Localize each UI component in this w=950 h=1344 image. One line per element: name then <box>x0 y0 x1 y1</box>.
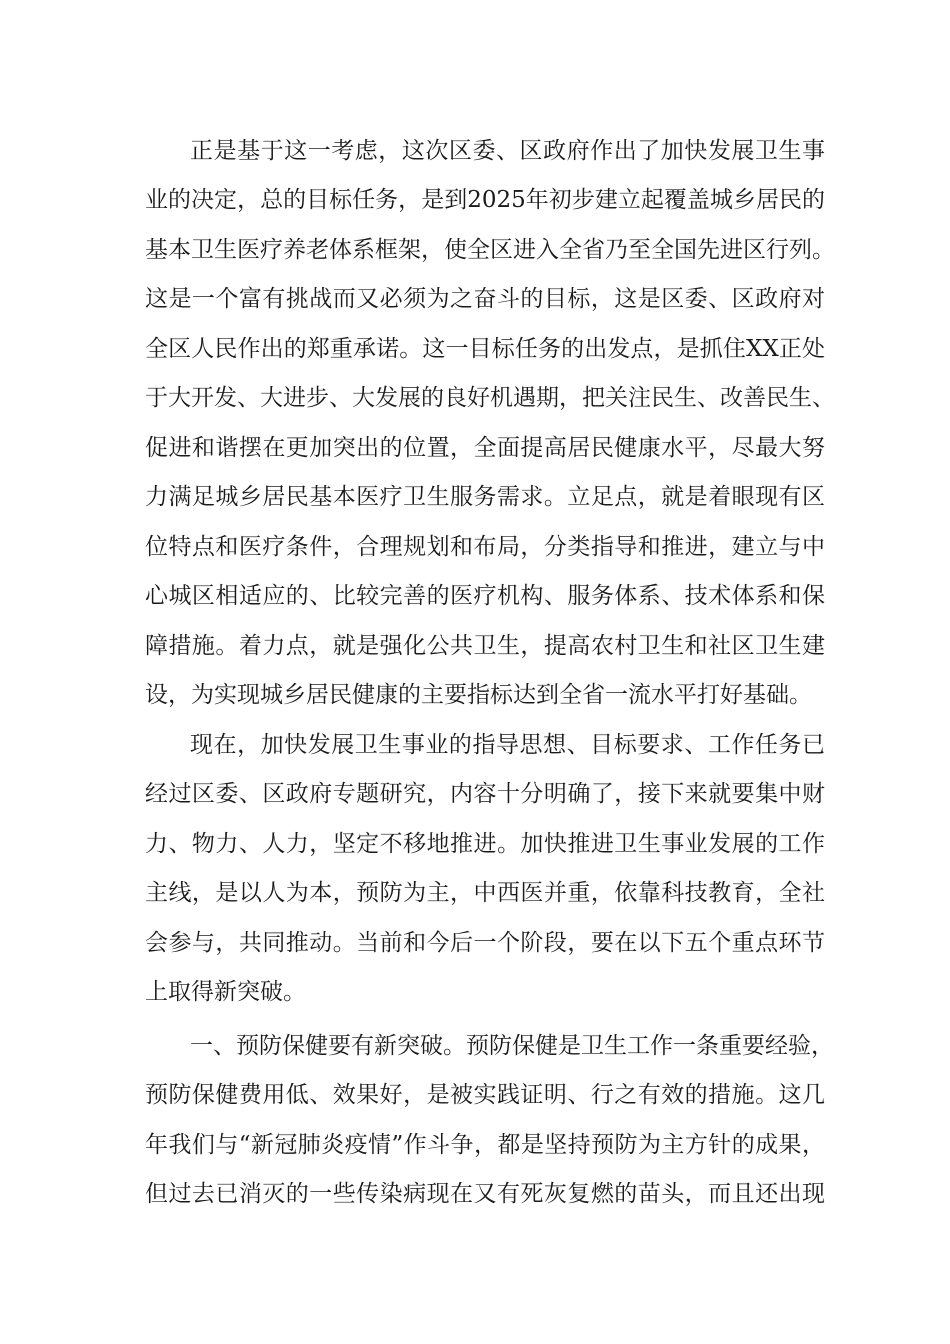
text-line: 经过区委、区政府专题研究，内容十分明确了，接下来就要集中财 <box>145 781 825 807</box>
text-line: 年我们与“新冠肺炎疫情”作斗争，都是坚持预防为主方针的成果， <box>145 1132 825 1158</box>
text-line: 障措施。着力点，就是强化公共卫生，提高农村卫生和社区卫生建 <box>145 633 825 659</box>
text-line: 一、预防保健要有新突破。预防保健是卫生工作一条重要经验， <box>190 1033 834 1059</box>
text-line: 位特点和医疗条件，合理规划和布局，分类指导和推进，建立与中 <box>145 534 825 560</box>
text-line: 心城区相适应的、比较完善的医疗机构、服务体系、技术体系和保 <box>145 583 825 609</box>
text-line: 主线，是以人为本，预防为主，中西医并重，依靠科技教育，全社 <box>145 880 825 906</box>
text-line: 这是一个富有挑战而又必须为之奋斗的目标，这是区委、区政府对 <box>145 286 825 312</box>
text-line: 力满足城乡居民基本医疗卫生服务需求。立足点，就是着眼现有区 <box>145 484 825 510</box>
text-line: 力、物力、人力，坚定不移地推进。加快推进卫生事业发展的工作 <box>145 831 825 857</box>
text-line: 全区人民作出的郑重承诺。这一目标任务的出发点，是抓住XX正处 <box>145 336 825 362</box>
text-line: 正是基于这一考虑，这次区委、区政府作出了加快发展卫生事 <box>190 138 825 164</box>
text-line: 预防保健费用低、效果好，是被实践证明、行之有效的措施。这几 <box>145 1082 825 1108</box>
text-line: 基本卫生医疗养老体系框架，使全区进入全省乃至全国先进区行列。 <box>145 237 835 263</box>
text-line: 现在，加快发展卫生事业的指导思想、目标要求、工作任务已 <box>190 732 825 758</box>
text-line: 但过去已消灭的一些传染病现在又有死灰复燃的苗头，而且还出现 <box>145 1181 825 1207</box>
text-line: 于大开发、大进步、大发展的良好机遇期，把关注民生、改善民生、 <box>145 385 835 411</box>
text-line: 业的决定，总的目标任务，是到2025年初步建立起覆盖城乡居民的 <box>145 187 825 213</box>
text-line: 设，为实现城乡居民健康的主要指标达到全省一流水平打好基础。 <box>145 682 812 708</box>
text-line: 促进和谐摆在更加突出的位置，全面提高居民健康水平，尽最大努 <box>145 435 825 461</box>
text-line: 上取得新突破。 <box>145 979 306 1005</box>
text-line: 会参与，共同推动。当前和今后一个阶段，要在以下五个重点环节 <box>145 930 825 956</box>
